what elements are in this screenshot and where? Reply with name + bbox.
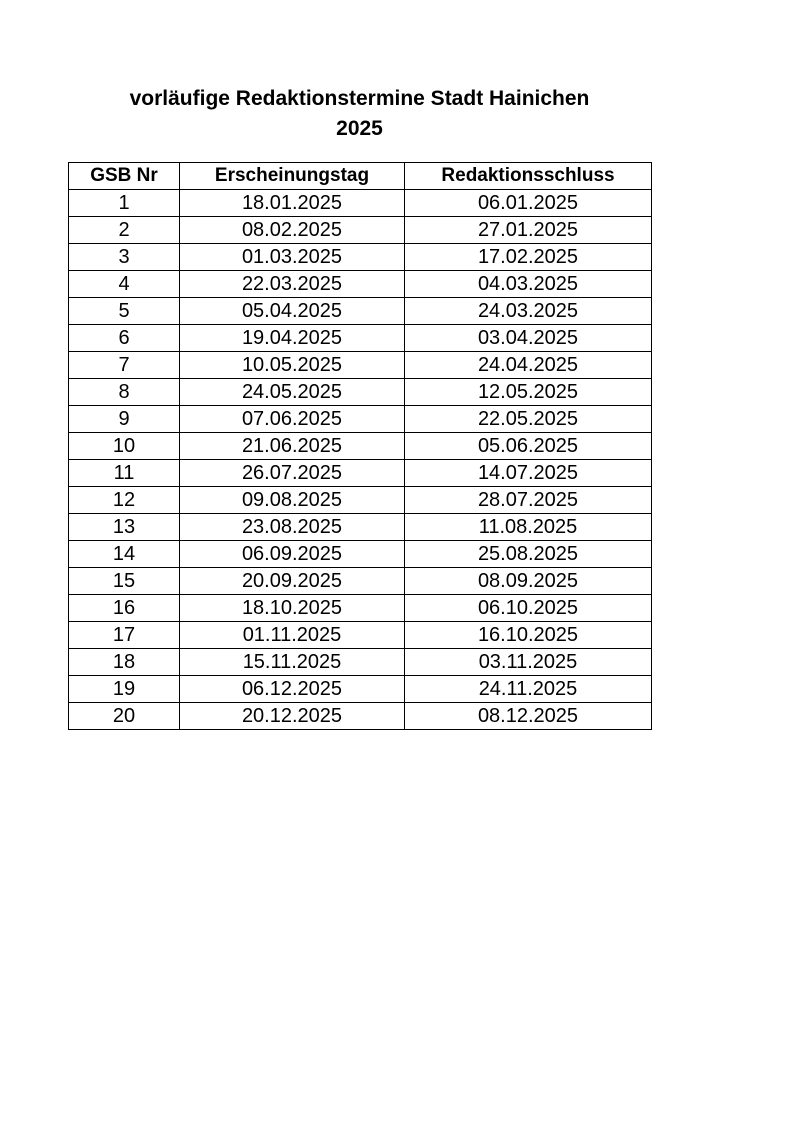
erscheinungstag-cell: 07.06.2025 bbox=[180, 406, 405, 433]
table-row bbox=[69, 379, 652, 406]
redaktionsschluss-cell: 24.04.2025 bbox=[405, 352, 652, 379]
table-row bbox=[69, 514, 652, 541]
erscheinungstag-cell: 01.03.2025 bbox=[180, 244, 405, 271]
redaktionsschluss-cell: 11.08.2025 bbox=[405, 514, 652, 541]
gsb-nr-cell: 15 bbox=[69, 568, 180, 595]
erscheinungstag-cell: 09.08.2025 bbox=[180, 487, 405, 514]
redaktionsschluss-cell: 14.07.2025 bbox=[405, 460, 652, 487]
gsb-nr-cell: 2 bbox=[69, 217, 180, 244]
page-title bbox=[68, 84, 651, 144]
gsb-nr-cell: 19 bbox=[69, 676, 180, 703]
redaktionsschluss-cell: 24.03.2025 bbox=[405, 298, 652, 325]
gsb-nr-cell: 6 bbox=[69, 325, 180, 352]
table-row bbox=[69, 244, 652, 271]
column-header-erscheinungstag: Erscheinungstag bbox=[180, 163, 405, 190]
column-header-gsb-nr: GSB Nr bbox=[69, 163, 180, 190]
redaktionsschluss-cell: 27.01.2025 bbox=[405, 217, 652, 244]
redaktionsschluss-cell: 24.11.2025 bbox=[405, 676, 652, 703]
redaktionsschluss-cell: 04.03.2025 bbox=[405, 271, 652, 298]
gsb-nr-cell: 18 bbox=[69, 649, 180, 676]
erscheinungstag-cell: 06.09.2025 bbox=[180, 541, 405, 568]
gsb-nr-cell: 8 bbox=[69, 379, 180, 406]
table-row bbox=[69, 406, 652, 433]
table-row bbox=[69, 298, 652, 325]
gsb-nr-cell: 11 bbox=[69, 460, 180, 487]
redaktionsschluss-cell: 06.01.2025 bbox=[405, 190, 652, 217]
table-row bbox=[69, 487, 652, 514]
table-row bbox=[69, 190, 652, 217]
gsb-nr-cell: 10 bbox=[69, 433, 180, 460]
table-row bbox=[69, 541, 652, 568]
table-row bbox=[69, 460, 652, 487]
redaktionsschluss-cell: 08.12.2025 bbox=[405, 703, 652, 730]
redaktionsschluss-cell: 17.02.2025 bbox=[405, 244, 652, 271]
gsb-nr-cell: 7 bbox=[69, 352, 180, 379]
redaktionsschluss-cell: 08.09.2025 bbox=[405, 568, 652, 595]
erscheinungstag-cell: 20.12.2025 bbox=[180, 703, 405, 730]
erscheinungstag-cell: 01.11.2025 bbox=[180, 622, 405, 649]
table-header-row bbox=[69, 163, 652, 190]
table-row bbox=[69, 568, 652, 595]
erscheinungstag-cell: 19.04.2025 bbox=[180, 325, 405, 352]
gsb-nr-cell: 5 bbox=[69, 298, 180, 325]
redaktionsschluss-cell: 12.05.2025 bbox=[405, 379, 652, 406]
erscheinungstag-cell: 18.01.2025 bbox=[180, 190, 405, 217]
redaktionsschluss-cell: 03.11.2025 bbox=[405, 649, 652, 676]
erscheinungstag-cell: 21.06.2025 bbox=[180, 433, 405, 460]
erscheinungstag-cell: 23.08.2025 bbox=[180, 514, 405, 541]
gsb-nr-cell: 1 bbox=[69, 190, 180, 217]
gsb-nr-cell: 20 bbox=[69, 703, 180, 730]
gsb-nr-cell: 12 bbox=[69, 487, 180, 514]
redaktionsschluss-cell: 06.10.2025 bbox=[405, 595, 652, 622]
gsb-nr-cell: 9 bbox=[69, 406, 180, 433]
gsb-nr-cell: 3 bbox=[69, 244, 180, 271]
erscheinungstag-cell: 06.12.2025 bbox=[180, 676, 405, 703]
schedule-table bbox=[68, 162, 652, 730]
schedule-table-body bbox=[69, 190, 652, 730]
table-row bbox=[69, 676, 652, 703]
redaktionsschluss-cell: 05.06.2025 bbox=[405, 433, 652, 460]
table-row bbox=[69, 352, 652, 379]
table-row bbox=[69, 325, 652, 352]
page-title-line-2: 2025 bbox=[336, 117, 383, 140]
erscheinungstag-cell: 15.11.2025 bbox=[180, 649, 405, 676]
erscheinungstag-cell: 24.05.2025 bbox=[180, 379, 405, 406]
table-row bbox=[69, 649, 652, 676]
table-row bbox=[69, 703, 652, 730]
redaktionsschluss-cell: 28.07.2025 bbox=[405, 487, 652, 514]
table-row bbox=[69, 433, 652, 460]
page-title-line-1: vorläufige Redaktionstermine Stadt Hainichen bbox=[129, 87, 590, 110]
erscheinungstag-cell: 20.09.2025 bbox=[180, 568, 405, 595]
erscheinungstag-cell: 18.10.2025 bbox=[180, 595, 405, 622]
gsb-nr-cell: 4 bbox=[69, 271, 180, 298]
erscheinungstag-cell: 08.02.2025 bbox=[180, 217, 405, 244]
table-row bbox=[69, 622, 652, 649]
table-row bbox=[69, 217, 652, 244]
table-row bbox=[69, 595, 652, 622]
redaktionsschluss-cell: 22.05.2025 bbox=[405, 406, 652, 433]
gsb-nr-cell: 16 bbox=[69, 595, 180, 622]
redaktionsschluss-cell: 25.08.2025 bbox=[405, 541, 652, 568]
table-row bbox=[69, 271, 652, 298]
erscheinungstag-cell: 05.04.2025 bbox=[180, 298, 405, 325]
redaktionsschluss-cell: 03.04.2025 bbox=[405, 325, 652, 352]
gsb-nr-cell: 17 bbox=[69, 622, 180, 649]
gsb-nr-cell: 14 bbox=[69, 541, 180, 568]
erscheinungstag-cell: 10.05.2025 bbox=[180, 352, 405, 379]
gsb-nr-cell: 13 bbox=[69, 514, 180, 541]
erscheinungstag-cell: 22.03.2025 bbox=[180, 271, 405, 298]
redaktionsschluss-cell: 16.10.2025 bbox=[405, 622, 652, 649]
column-header-redaktionsschluss: Redaktionsschluss bbox=[405, 163, 652, 190]
erscheinungstag-cell: 26.07.2025 bbox=[180, 460, 405, 487]
